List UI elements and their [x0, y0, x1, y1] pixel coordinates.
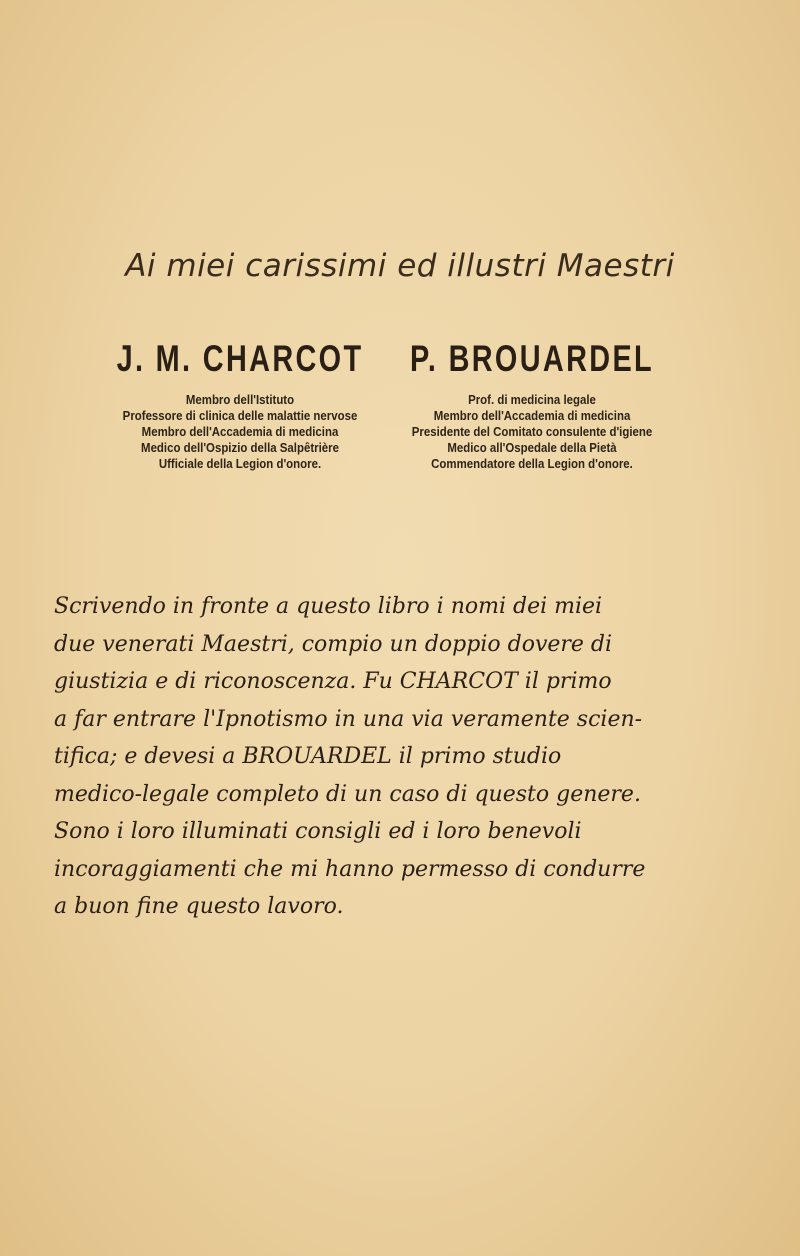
dedicatee-title: Medico all'Ospedale della Pietà [447, 440, 617, 455]
dedicatee-title: Membro dell'Istituto [185, 392, 295, 407]
dedication-paragraph [54, 588, 754, 926]
paragraph-line: giustizia e di riconoscenza. Fu CHARCOT il primo [54, 669, 612, 694]
paragraph-line: a buon fine questo lavoro. [54, 894, 344, 919]
paragraph-line: medico-legale completo di un caso di questo genere. [54, 781, 641, 807]
dedicatee-title: Presidente del Comitato consulente d'igiene [411, 424, 653, 439]
dedicatee-title: Ufficiale della Legion d'onore. [158, 456, 322, 471]
dedicatee-title: Membro dell'Accademia di medicina [433, 408, 631, 423]
dedicatee-brouardel [372, 338, 692, 472]
dedicatee-charcot [80, 338, 400, 472]
dedicatee-name: J. M. CHARCOT [116, 338, 364, 379]
paragraph-line: tifica; e devesi a BROUARDEL il primo studio [54, 744, 562, 769]
dedicatee-title: Prof. di medicina legale [468, 392, 596, 407]
dedicatee-title: Professore di clinica delle malattie nervose [122, 408, 358, 423]
dedicatee-name: P. BROUARDEL [409, 338, 655, 379]
paragraph-line: a far entrare l'Ipnotismo in una via veramente scien- [54, 706, 643, 732]
paragraph-line: Sono i loro illuminati consigli ed i loro benevoli [54, 819, 582, 844]
dedicatee-title: Commendatore della Legion d'onore. [431, 456, 633, 471]
paragraph-line: due venerati Maestri, compio un doppio dovere di [54, 631, 613, 657]
dedicatee-title: Medico dell'Ospizio della Salpêtrière [141, 440, 339, 455]
paragraph-line: incoraggiamenti che mi hanno permesso di condurre [54, 856, 646, 882]
paragraph-line: Scrivendo in fronte a questo libro i nomi dei miei [54, 594, 603, 619]
dedication-heading: Ai miei carissimi ed illustri Maestri [125, 248, 675, 284]
dedicatee-title: Membro dell'Accademia di medicina [141, 424, 339, 439]
